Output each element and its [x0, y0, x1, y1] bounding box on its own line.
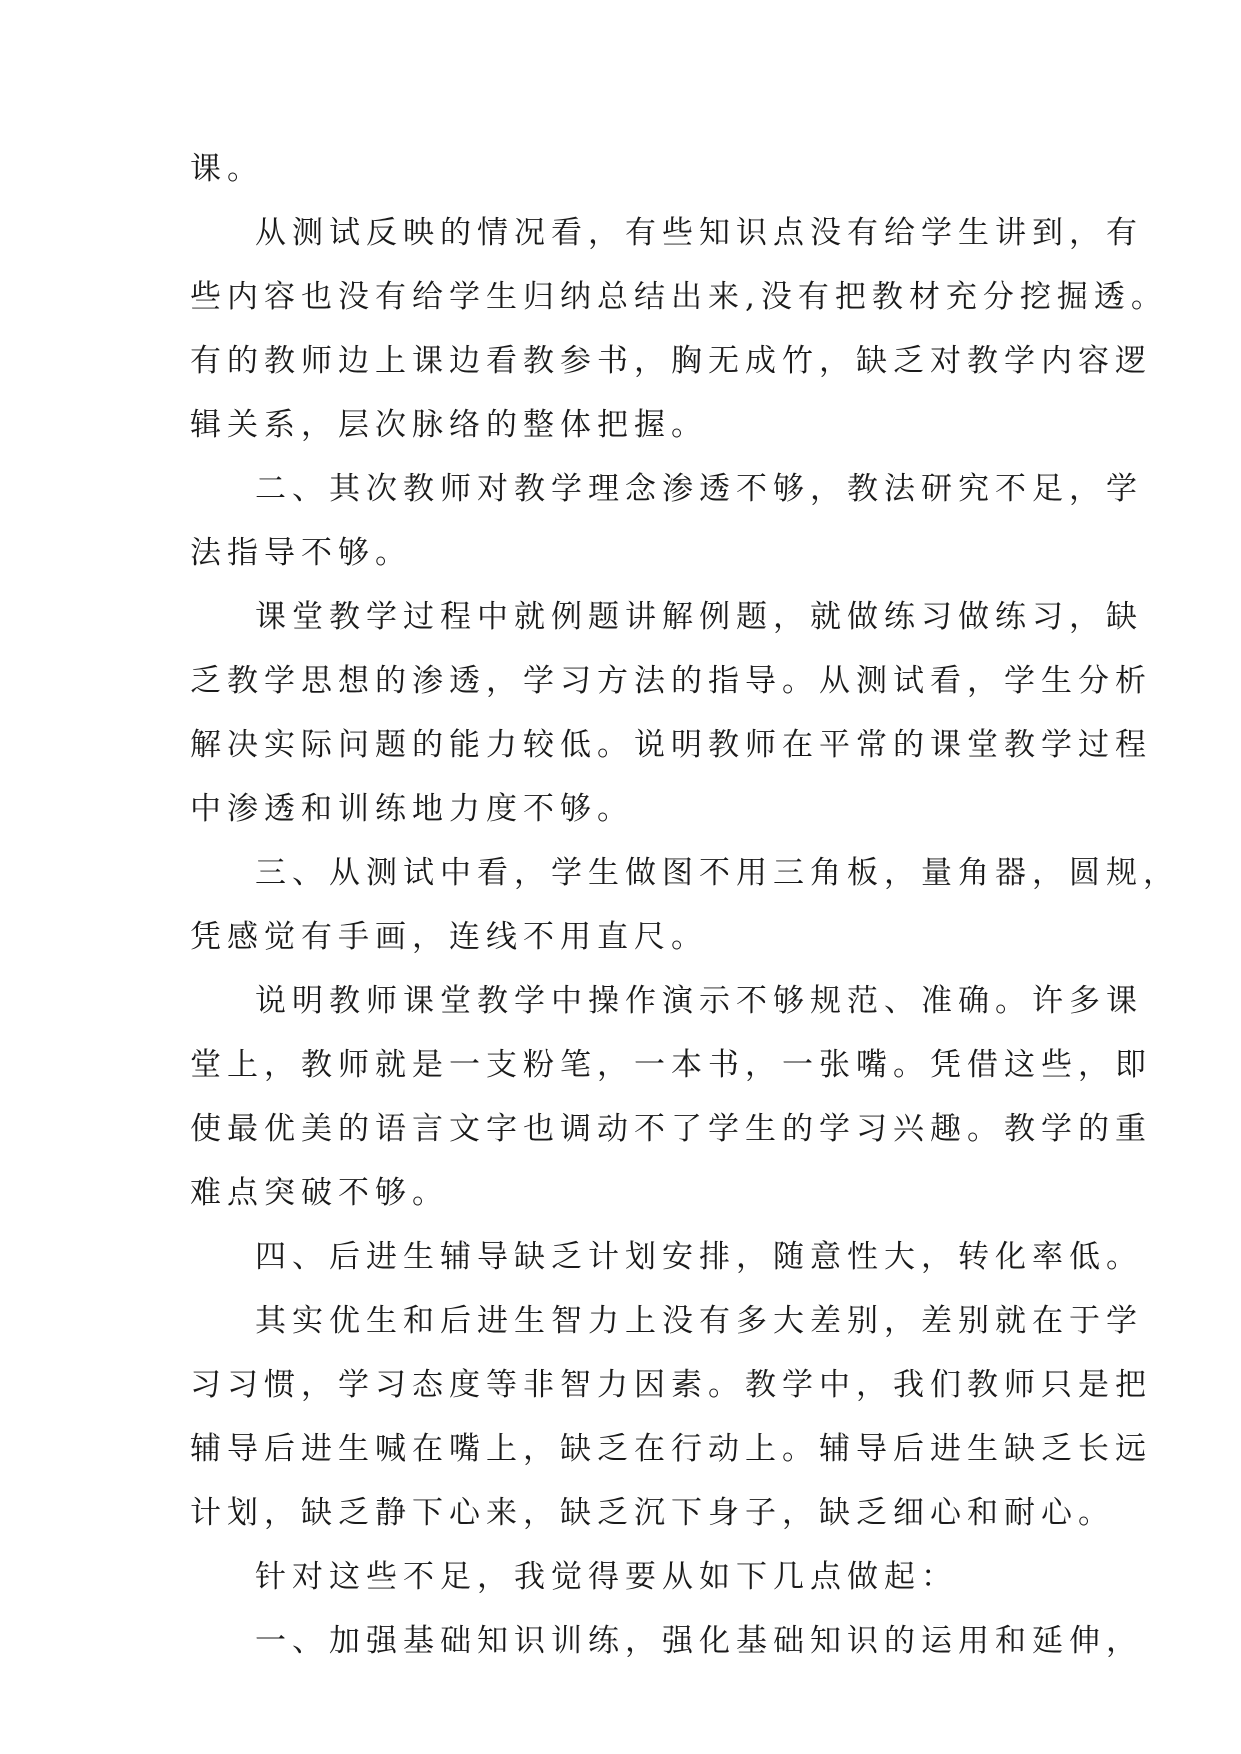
text-line: 辅导后进生喊在嘴上，缺乏在行动上。辅导后进生缺乏长远 [190, 1431, 1152, 1467]
text-line: 难点突破不够。 [190, 1175, 449, 1211]
text-line: 课。 [190, 151, 264, 187]
text-line: 堂上，教师就是一支粉笔，一本书，一张嘴。凭借这些，即 [190, 1047, 1152, 1083]
text-line: 辑关系，层次脉络的整体把握。 [190, 407, 708, 443]
text-line: 些内容也没有给学生归纳总结出来,没有把教材充分挖掘透。 [190, 279, 1168, 315]
paragraph-start: 其实优生和后进生智力上没有多大差别，差别就在于学 [255, 1303, 1143, 1339]
text-line: 解决实际问题的能力较低。说明教师在平常的课堂教学过程 [190, 727, 1152, 763]
text-line: 凭感觉有手画，连线不用直尺。 [190, 919, 708, 955]
text-line: 法指导不够。 [190, 535, 412, 571]
text-line: 中渗透和训练地力度不够。 [190, 791, 634, 827]
section-heading: 三、从测试中看，学生做图不用三角板，量角器，圆规， [255, 855, 1180, 891]
text-line: 有的教师边上课边看教参书，胸无成竹，缺乏对教学内容逻 [190, 343, 1152, 379]
section-heading: 四、后进生辅导缺乏计划安排，随意性大，转化率低。 [255, 1239, 1143, 1275]
text-line: 习习惯，学习态度等非智力因素。教学中，我们教师只是把 [190, 1367, 1152, 1403]
paragraph-start: 从测试反映的情况看，有些知识点没有给学生讲到，有 [255, 215, 1143, 251]
paragraph-start: 说明教师课堂教学中操作演示不够规范、准确。许多课 [255, 983, 1143, 1019]
text-line: 计划，缺乏静下心来，缺乏沉下身子，缺乏细心和耐心。 [190, 1495, 1115, 1531]
paragraph-start: 针对这些不足，我觉得要从如下几点做起： [255, 1559, 958, 1595]
section-heading: 一、加强基础知识训练，强化基础知识的运用和延伸， [255, 1623, 1143, 1659]
text-line: 乏教学思想的渗透，学习方法的指导。从测试看，学生分析 [190, 663, 1152, 699]
text-line: 使最优美的语言文字也调动不了学生的学习兴趣。教学的重 [190, 1111, 1152, 1147]
paragraph-start: 课堂教学过程中就例题讲解例题，就做练习做练习，缺 [255, 599, 1143, 635]
section-heading: 二、其次教师对教学理念渗透不够，教法研究不足，学 [255, 471, 1143, 507]
